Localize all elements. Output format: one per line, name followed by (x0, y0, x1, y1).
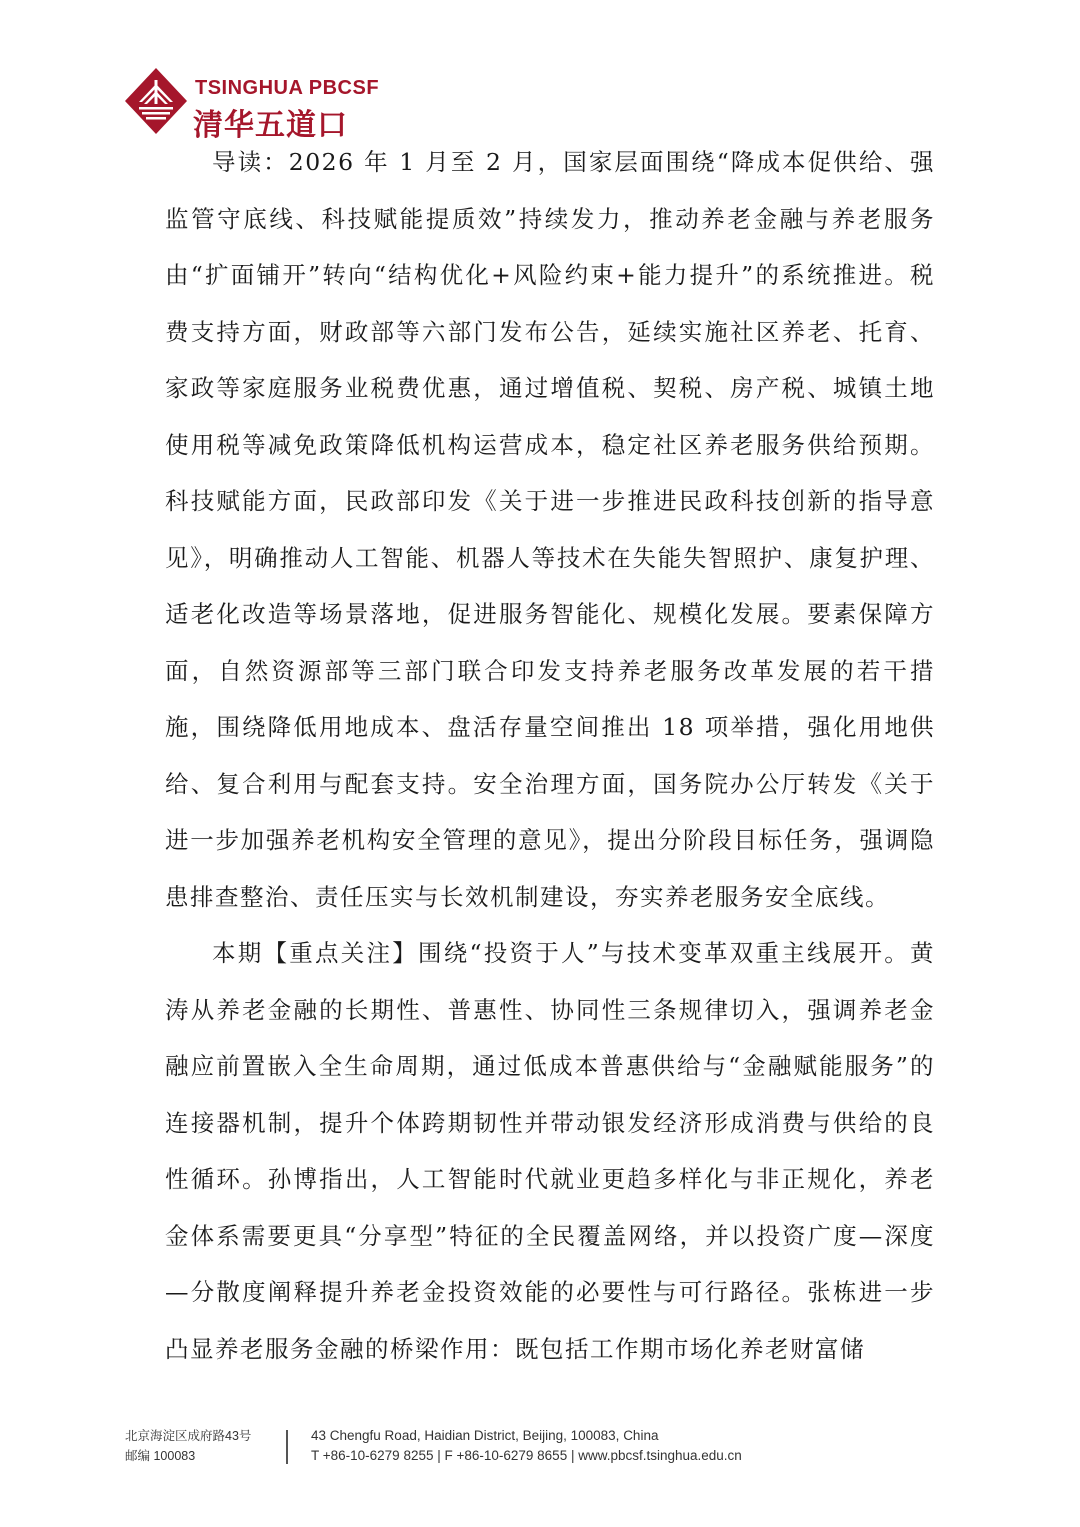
brand-name-en: TSINGHUA PBCSF (195, 77, 380, 99)
paragraph-intro: 导读：2026 年 1 月至 2 月，国家层面围绕“降成本促供给、强监管守底线、科技赋能提质效”持续发力，推动养老金融与养老服务由“扩面铺开”转向“结构优化+风险约束+能力提升”的系统推进。税费支持方面，财政部等六部门发布公告，延续实施社区养老、托育、家政等家庭服务业税费优惠，通过增值税、契税、房产税、城镇土地使用税等减免政策降低机构运营成本，稳定社区养老服务供给预期。科技赋能方面，民政部印发《关于进一步推进民政科技创新的指导意见》，明确推动人工智能、机器人等技术在失能失智照护、康复护理、适老化改造等场景落地，促进服务智能化、规模化发展。要素保障方面，自然资源部等三部门联合印发支持养老服务改革发展的若干措施，围绕降低用地成本、盘活存量空间推出 18 项举措，强化用地供给、复合利用与配套支持。安全治理方面，国务院办公厅转发《关于进一步加强养老机构安全管理的意见》，提出分阶段目标任务，强调隐患排查整治、责任压实与长效机制建设，夯实养老服务安全底线。 (165, 148, 935, 911)
brand-name-cn: 清华五道口 (193, 108, 348, 143)
paragraph-focus: 本期【重点关注】围绕“投资于人”与技术变革双重主线展开。黄涛从养老金融的长期性、普惠性、协同性三条规律切入，强调养老金融应前置嵌入全生命周期，通过低成本普惠供给与“金融赋能服务”的连接器机制，提升个体跨期韧性并带动银发经济形成消费与供给的良性循环。孙博指出，人工智能时代就业更趋多样化与非正规化，养老金体系需要更具“分享型”特征的全民覆盖网络，并以投资广度—深度—分散度阐释提升养老金投资效能的必要性与可行路径。张栋进一步凸显养老服务金融的桥梁作用：既包括工作期市场化养老财富储 (165, 939, 935, 1363)
footer-postcode-cn: 邮编 100083 (125, 1449, 196, 1463)
footer-contact: T +86-10-6279 8255 | F +86-10-6279 8655 | www.pbcsf.tsinghua.edu.cn (311, 1448, 742, 1463)
footer-address-cn: 北京海淀区成府路43号 (125, 1429, 252, 1443)
footer-address-cn-block (125, 1426, 251, 1466)
footer-address-en-block (311, 1426, 742, 1466)
footer-address-en: 43 Chengfu Road, Haidian District, Beijing, 100083, China (311, 1428, 659, 1443)
page-header (125, 68, 485, 143)
page-footer (125, 1426, 845, 1476)
pbcsf-logo-icon (125, 68, 187, 134)
footer-divider (286, 1430, 288, 1464)
document-body (165, 134, 935, 1377)
